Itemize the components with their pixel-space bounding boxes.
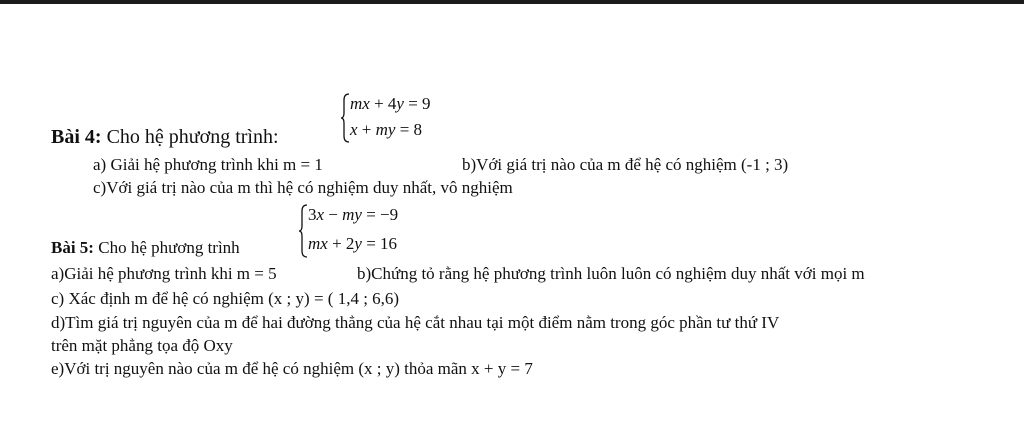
bai5-brace-icon [298,203,308,259]
top-dark-bar [0,0,1024,4]
bai4-label: Bài 4: [51,126,102,148]
bai5-part-c: c) Xác định m để hệ có nghiệm (x ; y) = ( 1,4 ; 6,6) [51,289,400,308]
bai4-part-b: b)Với giá trị nào của m để hệ có nghiệm (-1 ; 3) [462,155,789,174]
bai4-part-a: a) Giải hệ phương trình khi m = 1 [93,155,323,174]
bai5-part-e: e)Với trị nguyên nào của m để hệ có nghiệm (x ; y) thỏa mãn x + y = 7 [51,359,533,378]
bai5-title: Cho hệ phương trình [98,238,240,257]
bai4-part-c: c)Với giá trị nào của m thì hệ có nghiệm duy nhất, vô nghiệm [93,178,513,197]
bai5-equation-1: 3x − my = −9 [308,205,399,224]
bai5-part-d-line1: d)Tìm giá trị nguyên của m để hai đường thẳng của hệ cắt nhau tại một điểm nằm trong góc phần tư thứ IV [51,313,780,332]
bai5-part-d-line2: trên mặt phẳng tọa độ Oxy [51,336,233,355]
bai4-system [340,92,460,144]
bai4-brace-icon [340,92,350,144]
bai4-title: Cho hệ phương trình: [106,126,279,148]
bai4-heading [51,127,279,147]
bai5-part-a: a)Giải hệ phương trình khi m = 5 [51,264,277,283]
bai5-part-b: b)Chứng tỏ rằng hệ phương trình luôn luôn có nghiệm duy nhất với mọi m [357,264,865,283]
bai5-heading [51,238,240,258]
bai5-equation-2: mx + 2y = 16 [308,234,398,253]
bai5-system [298,203,438,259]
bai4-equation-1: mx + 4y = 9 [350,94,431,113]
bai5-label: Bài 5: [51,238,94,257]
bai4-equation-2: x + my = 8 [350,120,423,139]
